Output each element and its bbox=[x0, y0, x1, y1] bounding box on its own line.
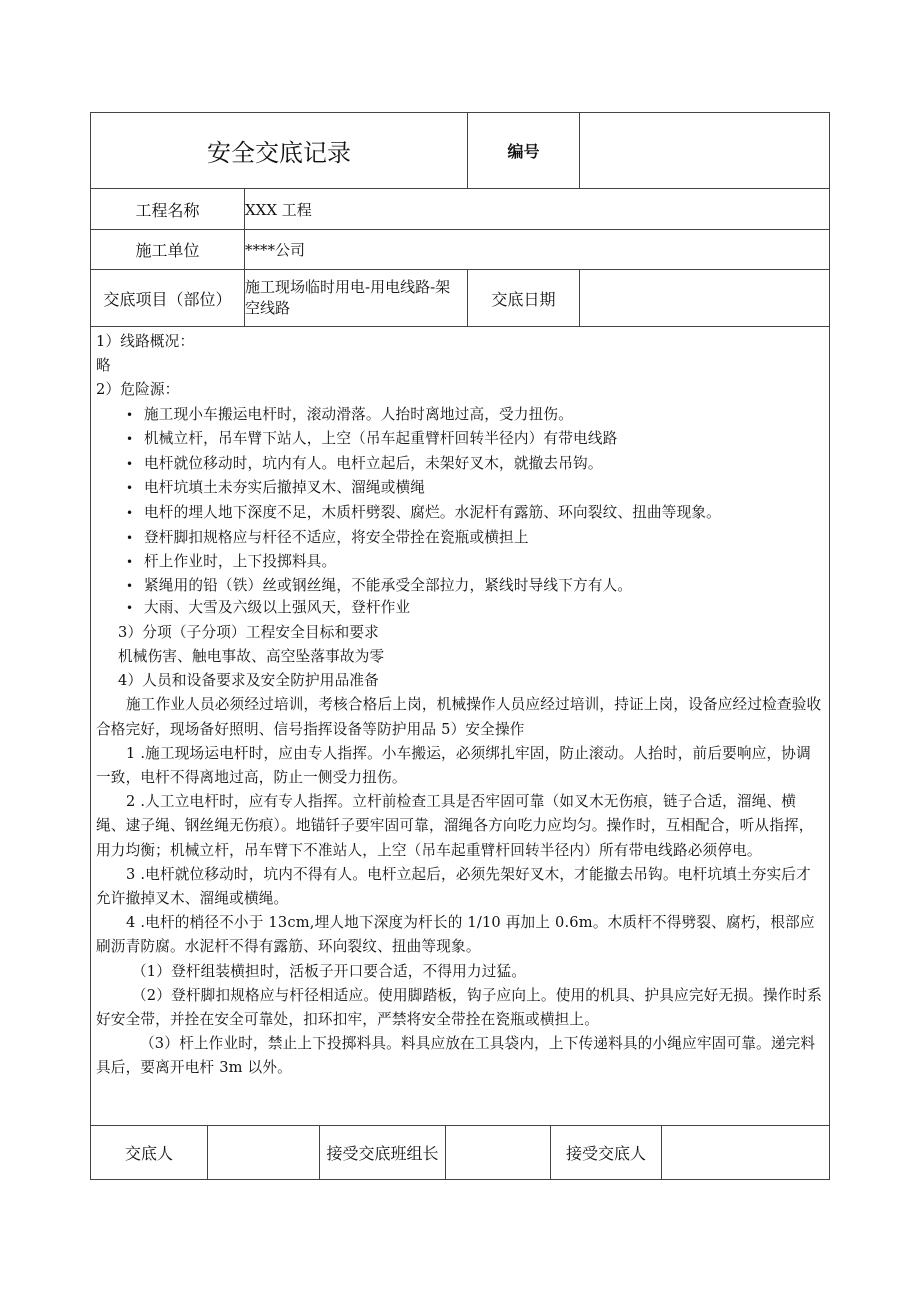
sub-operation-paragraph: （1）登杆组装横担时，活板子开口要合适，不得用力过猛。 bbox=[132, 962, 527, 980]
section-1-body: 略 bbox=[96, 357, 111, 375]
hazard-list bbox=[96, 403, 825, 619]
list-item: • 电杆的埋人地下深度不足，木质杆劈裂、腐烂。水泥杆有露筋、环向裂纹、扭曲等现象。 bbox=[96, 501, 825, 526]
sub-operation-paragraph: （3）杆上作业时，禁止上下投掷料具。料具应放在工具袋内，上下传递料具的小绳应牢固可靠。递完料具后，要离开电杆 3m 以外。 bbox=[96, 1035, 816, 1077]
section-1-title: 1）线路概况： bbox=[96, 333, 195, 350]
project-name-value: XXX 工程 bbox=[245, 200, 312, 219]
disclosure-content bbox=[96, 330, 825, 1081]
item-value: 施工现场临时用电-用电线路-架空线路 bbox=[245, 278, 451, 317]
list-item: • 紧绳用的铅（铁）丝或钢丝绳，不能承受全部拉力，紧线时导线下方有人。 bbox=[96, 575, 825, 597]
operation-paragraph: 3 .电杆就位移动时，坑内不得有人。电杆立起后，必须先架好叉木，才能撤去吊钩。电杆坑填土夯实后才允许撤掉叉木、溜绳或横绳。 bbox=[96, 865, 811, 907]
number-label: 编号 bbox=[507, 142, 540, 161]
contractor-value: ****公司 bbox=[245, 241, 306, 259]
list-item: • 杆上作业时，上下投掷料具。 bbox=[96, 550, 825, 575]
list-item: • 电杆坑填土未夯实后撤掉叉木、溜绳或横绳 bbox=[96, 476, 825, 501]
team-leader-label: 接受交底班组长 bbox=[326, 1144, 439, 1163]
table-border bbox=[829, 112, 830, 1180]
list-item: • 大雨、大雪及六级以上强风天，登杆作业 bbox=[96, 597, 825, 619]
contractor-label: 施工单位 bbox=[135, 241, 200, 260]
receiver-label: 接受交底人 bbox=[565, 1144, 646, 1163]
section-3-title: 3）分项（子分项）工程安全目标和要求 bbox=[118, 623, 379, 641]
discloser-field[interactable] bbox=[208, 1126, 319, 1179]
number-field[interactable] bbox=[580, 113, 829, 188]
section-3-body: 机械伤害、触电事故、高空坠落事故为零 bbox=[118, 647, 385, 665]
table-border bbox=[90, 1179, 830, 1180]
item-label: 交底项目（部位） bbox=[103, 289, 232, 309]
list-item: • 电杆就位移动时，坑内有人。电杆立起后，未架好叉木，就撤去吊钩。 bbox=[96, 452, 825, 477]
document-title: 安全交底记录 bbox=[207, 139, 351, 167]
section-4-title: 4）人员和设备要求及安全防护用品准备 bbox=[118, 672, 379, 690]
date-field[interactable] bbox=[580, 270, 829, 326]
list-item: • 机械立杆，吊车臂下站人，上空（吊车起重臂杆回转半径内）有带电线路 bbox=[96, 427, 825, 452]
project-name-label: 工程名称 bbox=[135, 200, 200, 220]
list-item: • 登杆脚扣规格应与杆径不适应，将安全带拴在瓷瓶或横担上 bbox=[96, 526, 825, 551]
section-4-body: 施工作业人员必须经过培训，考核合格后上岗，机械操作人员应经过培训，持证上岗，设备应经过检查验收合格完好，现场备好照明、信号指挥设备等防护用品 5）安全操作 bbox=[96, 696, 822, 738]
discloser-label: 交底人 bbox=[124, 1144, 173, 1163]
operation-paragraph: 4 .电杆的梢径不小于 13cm,埋人地下深度为杆长的 1/10 再加上 0.6m。木质杆不得劈裂、腐朽，根部应刷沥青防腐。水泥杆不得有露筋、环向裂纹、扭曲等现象。 bbox=[96, 914, 815, 956]
section-2-title: 2）危险源： bbox=[96, 381, 180, 399]
sub-operation-paragraph: （2）登杆脚扣规格应与杆径相适应。使用脚踏板，钩子应向上。使用的机具、护具应完好无损。操作时系好安全带，并拴在安全可靠处，扣环扣牢，严禁将安全带拴在瓷瓶或横担上。 bbox=[96, 986, 823, 1029]
team-leader-field[interactable] bbox=[446, 1126, 550, 1179]
receiver-field[interactable] bbox=[662, 1126, 829, 1179]
operation-paragraph: 1 .施工现场运电杆时，应由专人指挥。小车搬运，必须绑扎牢固，防止滚动。人抬时，前后要响应，协调一致，电杆不得离地过高，防止一侧受力扭伤。 bbox=[96, 744, 811, 786]
list-item: • 施工现小车搬运电杆时，滚动滑落。人抬时离地过高，受力扭伤。 bbox=[96, 403, 825, 428]
date-label: 交底日期 bbox=[491, 289, 556, 309]
table-rule bbox=[90, 326, 830, 327]
operation-paragraph: 2 .人工立电杆时，应有专人指挥。立杆前检查工具是否牢固可靠（如叉木无伤痕，链子合适，溜绳、横绳、逮子绳、钢丝绳无伤痕）。地锚钎子要牢固可靠，溜绳各方向吃力应均匀。操作时，互相配合，听从指挥，用力均衡；机械立杆，吊车臂下不准站人，上空（吊车起重臂杆回转半径内）所有带电线路必须停电。 bbox=[96, 793, 814, 859]
